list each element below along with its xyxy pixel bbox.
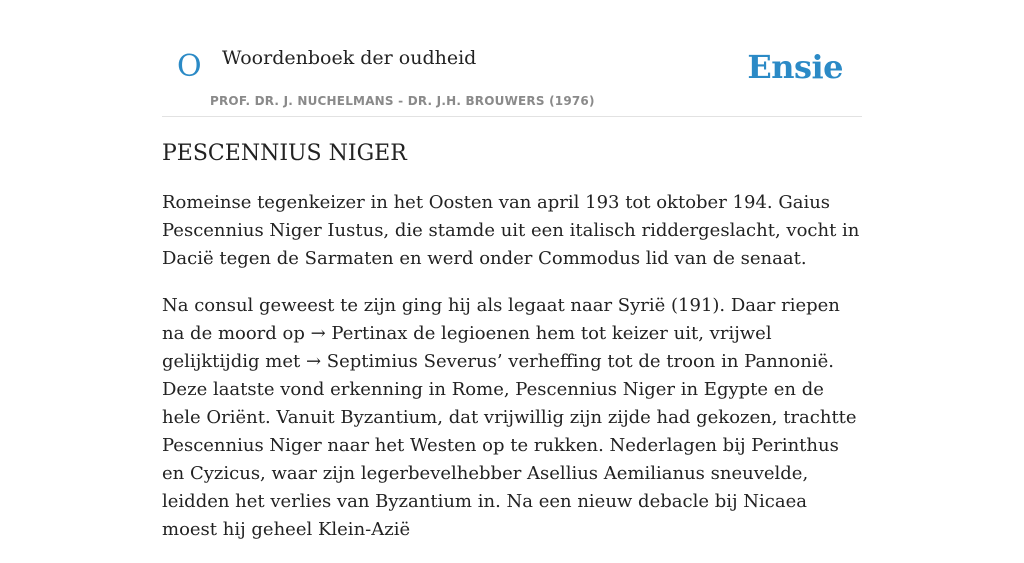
entry-paragraph-2: Na consul geweest te zijn ging hij als legaat naar Syrië (191). Daar riepen na de moord op → Pertinax de legioenen hem tot keizer uit, vrijwel gelijktijdig met → Septimius Severus’ verheffing tot de troon in Pannonië. Deze laatste vond erkenning in Rome, Pescennius Niger in Egypte en de hele Oriënt. Vanuit Byzantium, dat vrijwillig zijn zijde had gekozen, trachtte Pescennius Niger naar het Westen op te rukken. Nederlagen bij Perinthus en Cyzicus, waar zijn legerbevelhebber Asellius Aemilianus sneuvelde, leidden het verlies van Byzantium in. Na een nieuw debacle bij Nicaea moest hij geheel Klein-Azië (162, 294, 857, 540)
entry-content (162, 140, 862, 563)
entry-title: PESCENNIUS NIGER (162, 141, 407, 166)
dictionary-authors: PROF. DR. J. NUCHELMANS - DR. J.H. BROUWERS (1976) (210, 94, 595, 108)
dictionary-title-link[interactable]: Woordenboek der oudheid (222, 47, 477, 69)
ensie-logo[interactable]: Ensie (747, 48, 843, 86)
index-letter[interactable]: O (177, 49, 202, 84)
entry-paragraph-1: Romeinse tegenkeizer in het Oosten van april 193 tot oktober 194. Gaius Pescennius Niger Iustus, die stamde uit een italisch riddergeslacht, vocht in Dacië tegen de Sarmaten en werd onder Commodus lid van de senaat. (162, 191, 860, 269)
dictionary-header (162, 40, 862, 117)
